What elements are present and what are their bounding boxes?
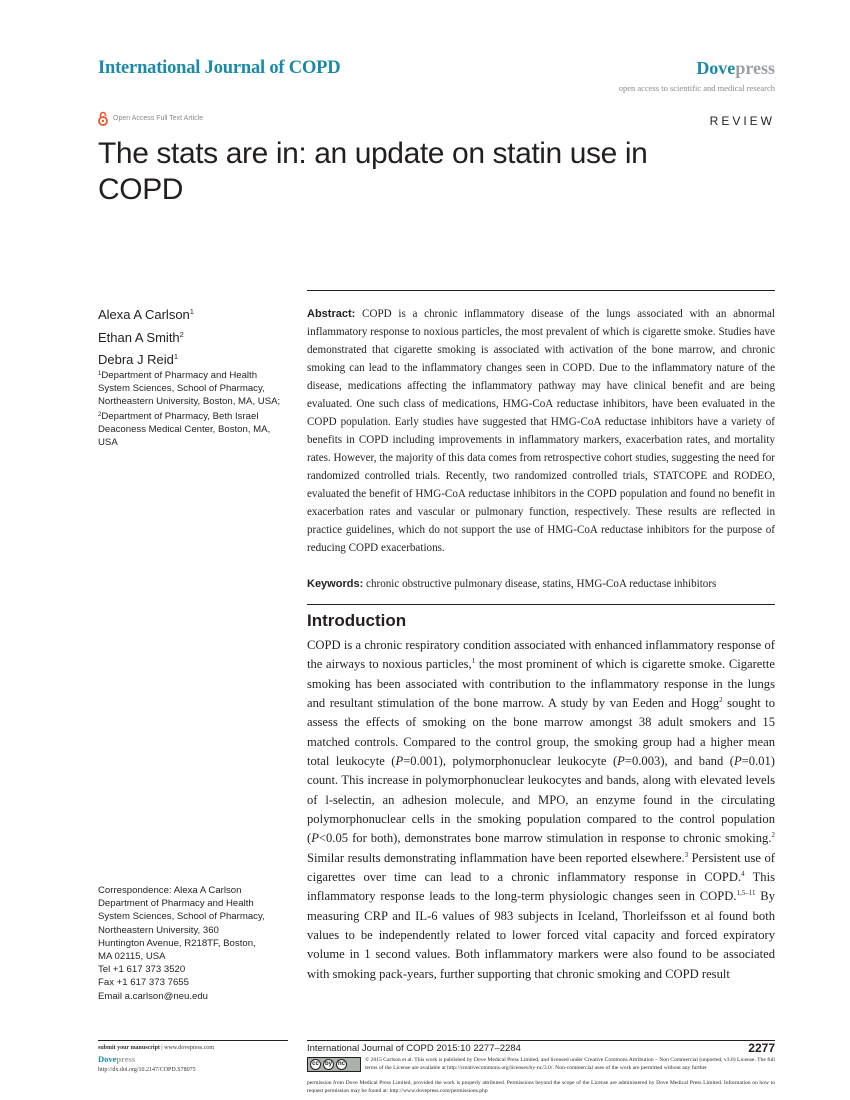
open-lock-icon bbox=[98, 111, 108, 126]
correspondence: Correspondence: Alexa A Carlson Department of Pharmacy and Health System Sciences, School of Pharmacy, Northeastern University, 360 Huntington Avenue, R218TF, Boston, MA 02115, USA Tel +1 617 373 3520 Fax +1 617 373 7655 Email a.carlson@neu.edu bbox=[98, 884, 288, 1003]
by-icon: by bbox=[323, 1059, 334, 1070]
footer-publisher-logo[interactable]: Dovepress bbox=[98, 1054, 136, 1064]
publisher-logo-press: press bbox=[735, 58, 775, 78]
open-access-badge bbox=[98, 111, 203, 126]
publisher-tagline: open access to scientific and medical research bbox=[618, 83, 775, 93]
publisher-logo[interactable] bbox=[696, 58, 775, 79]
footer-left-rule bbox=[98, 1040, 288, 1041]
citation-ref[interactable]: 4 bbox=[741, 869, 745, 878]
open-access-label: Open Access Full Text Article bbox=[113, 115, 204, 122]
creative-commons-icon[interactable] bbox=[307, 1057, 361, 1072]
footer-right-rule bbox=[307, 1040, 775, 1041]
keywords bbox=[307, 575, 775, 593]
article-type: REVIEW bbox=[709, 114, 775, 128]
keywords-text: chronic obstructive pulmonary disease, statins, HMG-CoA reductase inhibitors bbox=[366, 578, 717, 590]
abstract-label: Abstract: bbox=[307, 308, 356, 320]
citation-ref[interactable]: 2 bbox=[719, 695, 723, 704]
introduction-body: COPD is a chronic respiratory condition associated with enhanced inflammatory response of the airways to noxious particles,$^1$ the most prominent of which is cigarette smoke. Cigarette smoking has been associated with contribution to the inflammatory response in the lungs and resultant stimulation of the bone marrow. A study by van Eeden and Hogg$^2$ sought to assess the effects of smoking on the bone marrow amongst 38 adult smokers and 15 matched controls. Compared to the control group, the smoking group had a higher mean total leukocyte (P=0.001), polymorphonuclear leukocyte (P=0.003), and band (P=0.01) count. This increase in polymorphonuclear leukocytes and bands, along with elevated levels of l-selectin, an adhesion molecule, and MPO, an enzyme found in the circulating polymorphonuclear cells in the smoking population compared to the control population (P<0.05 for both), demonstrates bone marrow stimulation in response to chronic smoking.$^2$ Similar results demonstrating inflammation have been reported elsewhere.$^3$ Persistent use of cigarettes over time can lead to a chronic inflammatory response in COPD.$^4$ This inflammatory response leads to the long-term physiologic changes seen in COPD.$^{1,5-11}$ By measuring CRP and IL-6 values of 983 subjects in Iceland, Thorleifsson et al found both values to be independently related to lower forced vital capacity and forced expiratory volume in 1 second values. Both inflammatory markers were also found to be associated with smoking pack-years, further supporting that chronic smoking and COPD result bbox=[307, 638, 776, 981]
author-name: Debra J Reid$^1$ bbox=[98, 352, 179, 367]
abstract-text: COPD is a chronic inflammatory disease of the lungs associated with an abnormal inflammatory response to noxious particles, the most prevalent of which is cigarette smoke. Studies have demonstrated that cigarette smoking is associated with activation of the bone marrow, and chronic smoking can lead to the inflammatory changes seen in COPD. Due to the inflammatory nature of the disease, medications affecting the inflammatory pathway may have clinical benefit and are being evaluated. One such class of medications, HMG-CoA reductase inhibitors, have been evaluated in the COPD population. Early studies have suggested that HMG-CoA reductase inhibitors have a variety of benefits in COPD including improvements in inflammatory markers, exacerbation rates, and mortality rates. However, the majority of this data comes from retrospective cohort studies, suggesting the need for randomized controlled trials. Recently, two randomized controlled trials, STATCOPE and RODEO, evaluated the benefit of HMG-CoA reductase inhibitors in the COPD population and found no benefit in exacerbation rates and vascular or pulmonary function, respectively. These results are reflected in practice guidelines, which do not support the use of HMG-CoA reductase inhibitors for the purpose of reducing COPD exacerbations. bbox=[307, 308, 776, 554]
affiliations: $^1$Department of Pharmacy and Health System Sciences, School of Pharmacy, Northeastern University, Boston, MA, USA; $^2$Department of Pharmacy, Beth Israel Deaconess Medical Center, Boston, MA, USA bbox=[98, 370, 281, 449]
journal-name: International Journal of COPD bbox=[98, 58, 341, 78]
abstract-bottom-rule bbox=[307, 604, 775, 605]
citation-ref[interactable]: 1 bbox=[471, 657, 476, 666]
license-text-continued: permission from Dove Medical Press Limited, provided the work is properly attributed. Permissions beyond the scope of the License are administered by Dove Medical Press Limited. Information on how to request permission may be found at: http://www.dovepress.com/permissions.php bbox=[307, 1080, 775, 1094]
section-heading-introduction: Introduction bbox=[307, 611, 407, 630]
footer-citation: International Journal of COPD 2015:10 2277–2284 bbox=[307, 1043, 521, 1054]
submit-manuscript-link[interactable]: submit your manuscript | www.dovepress.com bbox=[98, 1045, 215, 1051]
publisher-logo-dove: Dove bbox=[696, 58, 736, 78]
citation-ref[interactable]: 2 bbox=[771, 831, 775, 840]
author-list bbox=[98, 302, 194, 370]
citation-ref[interactable]: 1,5–11 bbox=[736, 889, 756, 898]
keywords-label: Keywords: bbox=[307, 578, 364, 590]
abstract-top-rule bbox=[307, 290, 775, 291]
cc-icon: cc bbox=[310, 1059, 321, 1070]
license-text: © 2015 Carlson et al. This work is published by Dove Medical Press Limited, and licensed under Creative Commons Attribution – Non Commercial (unported, v3.0) License. The full terms of the License are available at http://creativecommons.org/licenses/by-nc/3.0/. Non-commercial uses of the work are permitted without any further bbox=[365, 1057, 775, 1071]
author-name: Ethan A Smith$^2$ bbox=[98, 329, 184, 345]
page-number: 2277 bbox=[748, 1041, 775, 1055]
citation-ref[interactable]: 3 bbox=[684, 850, 689, 859]
nc-icon: nc bbox=[336, 1059, 347, 1070]
doi-link[interactable]: http://dx.doi.org/10.2147/COPD.S78075 bbox=[98, 1067, 196, 1073]
footer-left bbox=[98, 1043, 214, 1076]
article-title: The stats are in: an update on statin use in COPD bbox=[98, 137, 648, 206]
author-name: Alexa A Carlson$^1$ bbox=[98, 307, 194, 322]
abstract bbox=[307, 305, 775, 557]
correspondence-email[interactable]: Email a.carlson@neu.edu bbox=[98, 990, 209, 1002]
